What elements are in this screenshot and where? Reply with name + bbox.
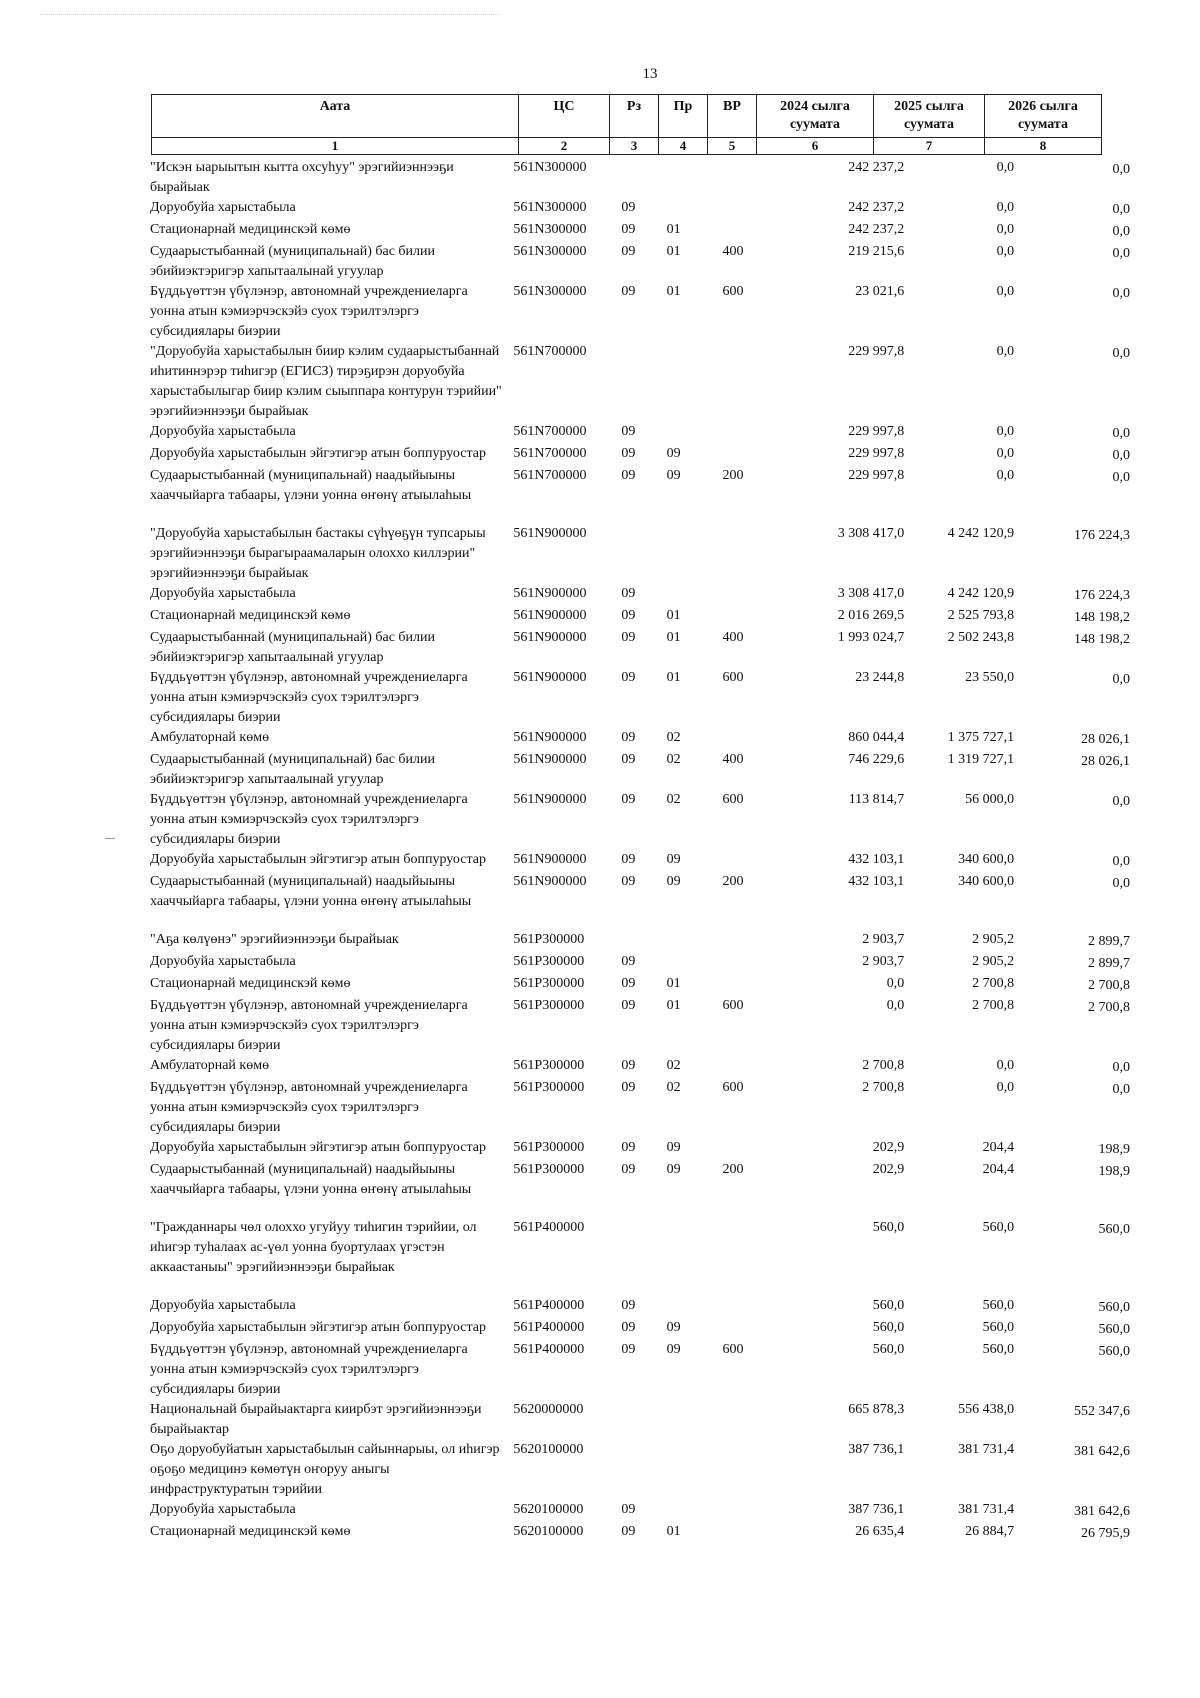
row-value-2024: 0,0 — [886, 976, 905, 991]
row-pr: 02 — [666, 752, 681, 767]
row-value-2026: 0,0 — [1112, 448, 1131, 463]
row-value-2024: 3 308 417,0 — [837, 586, 905, 601]
row-value-2024: 2 903,7 — [862, 932, 905, 947]
row-vr: 600 — [722, 1342, 744, 1357]
row-pr: 01 — [666, 608, 681, 623]
page-number: 13 — [642, 66, 658, 82]
row-name: Судаарыстыбаннай (муниципальнай) бас билии эбийиэктэригэр хапытаалынай угуулар — [150, 752, 436, 787]
row-rz: 09 — [621, 998, 636, 1013]
row-value-2024: 113 814,7 — [848, 792, 905, 807]
row-name: Бүддьүөттэн үбүлэнэр, автономнай учреждениеларга уонна атын кэмиэрчэскэйэ суох тэрилтэлэргэ субсидиялары биэрии — [150, 284, 468, 339]
row-rz: 09 — [621, 1140, 636, 1155]
row-cs: 561N700000 — [513, 446, 587, 461]
row-name: Национальнай бырайыактарга киирбэт эрэгийиэннээҕи бырайыактар — [150, 1402, 482, 1437]
row-value-2026: 0,0 — [1112, 224, 1131, 239]
header-num-2: 2 — [518, 137, 610, 155]
table-row — [150, 996, 1130, 1056]
row-cs: 561N300000 — [513, 244, 587, 259]
row-value-2024: 202,9 — [872, 1140, 905, 1155]
row-value-2025: 1 319 727,1 — [947, 752, 1015, 767]
row-name: Стационарнай медицинскэй көмө — [150, 608, 351, 623]
row-value-2025: 340 600,0 — [958, 874, 1015, 889]
row-value-2025: 0,0 — [996, 424, 1015, 439]
table-row — [150, 974, 1130, 996]
row-cs: 561N700000 — [513, 468, 587, 483]
row-value-2026: 0,0 — [1112, 854, 1131, 869]
header-2024: 2024 сылга суумата — [756, 94, 874, 138]
row-value-2024: 202,9 — [872, 1162, 905, 1177]
row-value-2025: 0,0 — [996, 446, 1015, 461]
row-value-2026: 148 198,2 — [1074, 632, 1131, 647]
row-value-2025: 2 905,2 — [972, 932, 1015, 947]
table-row — [150, 242, 1130, 282]
row-rz: 09 — [621, 792, 636, 807]
row-name: Доруобуйа харыстабылын эйгэтигэр атын боппуруостар — [150, 1140, 486, 1155]
row-name: Доруобуйа харыстабылын эйгэтигэр атын боппуруостар — [150, 446, 486, 461]
row-name: Доруобуйа харыстабыла — [150, 424, 296, 439]
row-value-2024: 860 044,4 — [848, 730, 905, 745]
table-row — [150, 466, 1130, 506]
row-value-2026: 0,0 — [1112, 672, 1131, 687]
row-value-2026: 28 026,1 — [1081, 754, 1131, 769]
row-value-2026: 0,0 — [1112, 1082, 1131, 1097]
row-value-2026: 176 224,3 — [1074, 588, 1131, 603]
row-value-2024: 387 736,1 — [848, 1442, 905, 1457]
row-value-2026: 2 700,8 — [1088, 978, 1131, 993]
row-rz: 09 — [621, 874, 636, 889]
row-value-2026: 0,0 — [1112, 286, 1131, 301]
row-value-2025: 0,0 — [996, 200, 1015, 215]
row-value-2026: 2 700,8 — [1088, 1000, 1131, 1015]
row-value-2026: 148 198,2 — [1074, 610, 1131, 625]
row-name: Доруобуйа харыстабыла — [150, 1502, 296, 1517]
header-cs: ЦС — [518, 94, 610, 138]
row-name: Стационарнай медицинскэй көмө — [150, 1524, 351, 1539]
row-value-2024: 242 237,2 — [848, 200, 905, 215]
row-value-2025: 1 375 727,1 — [947, 730, 1015, 745]
row-rz: 09 — [621, 586, 636, 601]
header-pr: Пр — [658, 94, 708, 138]
row-name: Оҕо доруобуйатын харыстабылын сайыннарыы, ол иһигэр оҕоҕо медицинэ көмөтүн оҥоруу аныгы инфраструктуратын тэрийии — [150, 1442, 500, 1497]
table-row — [150, 1138, 1130, 1160]
row-rz: 09 — [621, 976, 636, 991]
row-cs: 5620100000 — [513, 1524, 584, 1539]
row-value-2025: 560,0 — [982, 1320, 1015, 1335]
row-value-2026: 2 899,7 — [1088, 956, 1131, 971]
row-pr: 09 — [666, 852, 681, 867]
row-cs: 561N300000 — [513, 284, 587, 299]
row-value-2025: 560,0 — [982, 1220, 1015, 1235]
row-rz: 09 — [621, 630, 636, 645]
row-pr: 02 — [666, 730, 681, 745]
row-value-2024: 2 700,8 — [862, 1080, 905, 1095]
row-name: Судаарыстыбаннай (муниципальнай) наадыйыыны хааччыйарга табаары, үлэни уонна өҥөнү атыылаһыы — [150, 468, 472, 503]
table-header — [152, 95, 1102, 155]
row-name: Судаарыстыбаннай (муниципальнай) бас билии эбийиэктэригэр хапытаалынай угуулар — [150, 630, 436, 665]
row-cs: 561N900000 — [513, 526, 587, 541]
row-pr: 01 — [666, 670, 681, 685]
table-row — [150, 1056, 1130, 1078]
row-value-2025: 2 700,8 — [972, 998, 1015, 1013]
row-vr: 600 — [722, 792, 744, 807]
row-pr: 02 — [666, 1058, 681, 1073]
row-pr: 02 — [666, 1080, 681, 1095]
table-row — [150, 850, 1130, 872]
table-row — [150, 1522, 1130, 1544]
row-cs: 561N900000 — [513, 730, 587, 745]
row-value-2024: 242 237,2 — [848, 222, 905, 237]
table-row — [150, 790, 1130, 850]
row-rz: 09 — [621, 1080, 636, 1095]
row-cs: 561P400000 — [513, 1298, 585, 1313]
row-pr: 09 — [666, 446, 681, 461]
row-name: Доруобуйа харыстабылын эйгэтигэр атын боппуруостар — [150, 852, 486, 867]
row-rz: 09 — [621, 244, 636, 259]
row-value-2026: 0,0 — [1112, 162, 1131, 177]
table-row — [150, 524, 1130, 584]
row-cs: 5620100000 — [513, 1502, 584, 1517]
table-row — [150, 282, 1130, 342]
row-vr: 400 — [722, 244, 744, 259]
row-rz: 09 — [621, 424, 636, 439]
table-row — [150, 952, 1130, 974]
row-pr: 01 — [666, 976, 681, 991]
table-row — [150, 342, 1130, 422]
row-value-2025: 0,0 — [996, 344, 1015, 359]
row-value-2025: 381 731,4 — [958, 1442, 1015, 1457]
row-cs: 561N700000 — [513, 424, 587, 439]
row-value-2025: 0,0 — [996, 1080, 1015, 1095]
row-value-2025: 340 600,0 — [958, 852, 1015, 867]
row-value-2025: 560,0 — [982, 1342, 1015, 1357]
row-cs: 5620000000 — [513, 1402, 584, 1417]
row-value-2024: 1 993 024,7 — [837, 630, 905, 645]
row-rz: 09 — [621, 1162, 636, 1177]
row-vr: 200 — [722, 874, 744, 889]
row-value-2026: 0,0 — [1112, 246, 1131, 261]
row-vr: 600 — [722, 284, 744, 299]
row-vr: 400 — [722, 630, 744, 645]
row-cs: 561N900000 — [513, 608, 587, 623]
row-value-2025: 0,0 — [996, 244, 1015, 259]
table-row — [150, 422, 1130, 444]
row-value-2025: 2 905,2 — [972, 954, 1015, 969]
row-pr: 09 — [666, 1140, 681, 1155]
row-name: "Доруобуйа харыстабылын биир кэлим судаарыстыбаннай иһитиннэрэр тиһигэр (ЕГИСЗ) тирэҕирэн доруобуйа харыстабылыгар биир кэлим сыыппара контурун тэрийии" эрэгийиэннээҕи бырайыак — [150, 344, 502, 419]
row-cs: 561P300000 — [513, 954, 585, 969]
row-rz: 09 — [621, 468, 636, 483]
row-value-2024: 2 700,8 — [862, 1058, 905, 1073]
row-value-2024: 229 997,8 — [848, 424, 905, 439]
row-name: Доруобуйа харыстабылын эйгэтигэр атын боппуруостар — [150, 1320, 486, 1335]
header-num-7: 7 — [873, 137, 985, 155]
row-rz: 09 — [621, 1298, 636, 1313]
row-value-2026: 0,0 — [1112, 346, 1131, 361]
row-vr: 600 — [722, 998, 744, 1013]
row-vr: 200 — [722, 1162, 744, 1177]
table-row — [150, 1218, 1130, 1278]
row-value-2026: 0,0 — [1112, 876, 1131, 891]
scan-noise — [40, 14, 500, 21]
row-cs: 561P300000 — [513, 1140, 585, 1155]
row-value-2024: 23 244,8 — [855, 670, 905, 685]
row-pr: 01 — [666, 222, 681, 237]
row-value-2026: 552 347,6 — [1074, 1404, 1131, 1419]
row-rz: 09 — [621, 1342, 636, 1357]
header-num-1: 1 — [151, 137, 519, 155]
row-cs: 561N900000 — [513, 792, 587, 807]
row-value-2025: 4 242 120,9 — [947, 586, 1015, 601]
row-rz: 09 — [621, 284, 636, 299]
table-row — [150, 198, 1130, 220]
row-name: Амбулаторнай көмө — [150, 730, 270, 745]
row-name: "Гражданнары чөл олоххо угуйуу тиһигин тэрийии, ол иһигэр туһалаах ас-үөл уонна буортулаах үгэстэн аккаастаныы" эрэгийиэннээҕи бырайыак — [150, 1220, 477, 1275]
row-value-2025: 26 884,7 — [965, 1524, 1015, 1539]
row-value-2026: 0,0 — [1112, 470, 1131, 485]
row-name: Стационарнай медицинскэй көмө — [150, 222, 351, 237]
row-value-2024: 560,0 — [872, 1298, 905, 1313]
row-value-2025: 56 000,0 — [965, 792, 1015, 807]
row-name: "Доруобуйа харыстабылын бастакы сүһүөҕүн тупсарыы эрэгийиэннээҕи бырагыраамаларын олоххо киллэрии" эрэгийиэннээҕи бырайыак — [150, 526, 486, 581]
row-value-2024: 560,0 — [872, 1342, 905, 1357]
header-num-4: 4 — [658, 137, 708, 155]
row-cs: 561P300000 — [513, 1162, 585, 1177]
row-value-2026: 176 224,3 — [1074, 528, 1131, 543]
row-rz: 09 — [621, 1320, 636, 1335]
row-pr: 01 — [666, 998, 681, 1013]
row-rz: 09 — [621, 222, 636, 237]
row-rz: 09 — [621, 446, 636, 461]
row-name: Амбулаторнай көмө — [150, 1058, 270, 1073]
row-value-2026: 198,9 — [1098, 1142, 1131, 1157]
row-value-2026: 560,0 — [1098, 1344, 1131, 1359]
row-value-2024: 2 903,7 — [862, 954, 905, 969]
row-cs: 561N300000 — [513, 160, 587, 175]
row-name: Бүддьүөттэн үбүлэнэр, автономнай учреждениеларга уонна атын кэмиэрчэскэйэ суох тэрилтэлэргэ субсидиялары биэрии — [150, 1342, 468, 1397]
header-2026: 2026 сылга суумата — [984, 94, 1102, 138]
row-name: "Искэн ыарыытын кытта охсуһуу" эрэгийиэннээҕи бырайыак — [150, 160, 454, 195]
row-name: Доруобуйа харыстабыла — [150, 1298, 296, 1313]
table-row — [150, 1340, 1130, 1400]
row-rz: 09 — [621, 1058, 636, 1073]
row-cs: 561N900000 — [513, 670, 587, 685]
header-num-3: 3 — [609, 137, 659, 155]
row-vr: 400 — [722, 752, 744, 767]
row-value-2026: 560,0 — [1098, 1300, 1131, 1315]
row-value-2024: 242 237,2 — [848, 160, 905, 175]
row-value-2025: 0,0 — [996, 222, 1015, 237]
row-cs: 561P300000 — [513, 1080, 585, 1095]
header-2025: 2025 сылга суумата — [873, 94, 985, 138]
row-name: Доруобуйа харыстабыла — [150, 586, 296, 601]
row-value-2025: 0,0 — [996, 160, 1015, 175]
row-value-2025: 556 438,0 — [958, 1402, 1015, 1417]
row-pr: 09 — [666, 1320, 681, 1335]
row-value-2026: 198,9 — [1098, 1164, 1131, 1179]
table-row — [150, 444, 1130, 466]
row-cs: 561N300000 — [513, 222, 587, 237]
header-num-6: 6 — [756, 137, 874, 155]
row-pr: 01 — [666, 244, 681, 259]
row-value-2026: 0,0 — [1112, 202, 1131, 217]
row-value-2026: 381 642,6 — [1074, 1444, 1131, 1459]
row-value-2024: 665 878,3 — [848, 1402, 905, 1417]
row-value-2024: 560,0 — [872, 1320, 905, 1335]
row-cs: 561N900000 — [513, 874, 587, 889]
row-cs: 561N700000 — [513, 344, 587, 359]
row-cs: 561N900000 — [513, 630, 587, 645]
header-vr: ВР — [707, 94, 757, 138]
row-value-2024: 229 997,8 — [848, 446, 905, 461]
row-cs: 561P300000 — [513, 976, 585, 991]
row-value-2026: 0,0 — [1112, 426, 1131, 441]
row-cs: 561P400000 — [513, 1320, 585, 1335]
margin-mark — [105, 838, 115, 839]
table-body — [150, 158, 1130, 1544]
table-row — [150, 1500, 1130, 1522]
table-row — [150, 1160, 1130, 1200]
row-value-2025: 204,4 — [982, 1162, 1015, 1177]
row-rz: 09 — [621, 752, 636, 767]
row-cs: 561P300000 — [513, 1058, 585, 1073]
row-name: Доруобуйа харыстабыла — [150, 200, 296, 215]
row-cs: 561N900000 — [513, 586, 587, 601]
row-value-2024: 219 215,6 — [848, 244, 905, 259]
table-row — [150, 606, 1130, 628]
row-value-2024: 26 635,4 — [855, 1524, 905, 1539]
table-row — [150, 930, 1130, 952]
row-vr: 600 — [722, 670, 744, 685]
row-rz: 09 — [621, 1524, 636, 1539]
row-rz: 09 — [621, 730, 636, 745]
row-cs: 5620100000 — [513, 1442, 584, 1457]
row-value-2026: 381 642,6 — [1074, 1504, 1131, 1519]
row-name: Судаарыстыбаннай (муниципальнай) наадыйыыны хааччыйарга табаары, үлэни уонна өҥөнү атыылаһыы — [150, 874, 472, 909]
table-row — [150, 220, 1130, 242]
row-pr: 01 — [666, 630, 681, 645]
row-cs: 561P400000 — [513, 1342, 585, 1357]
table-row — [150, 158, 1130, 198]
header-rz: Рз — [609, 94, 659, 138]
row-name: Судаарыстыбаннай (муниципальнай) наадыйыыны хааччыйарга табаары, үлэни уонна өҥөнү атыылаһыы — [150, 1162, 472, 1197]
row-value-2026: 0,0 — [1112, 1060, 1131, 1075]
row-vr: 200 — [722, 468, 744, 483]
row-name: Бүддьүөттэн үбүлэнэр, автономнай учреждениеларга уонна атын кэмиэрчэскэйэ суох тэрилтэлэргэ субсидиялары биэрии — [150, 670, 468, 725]
table-row — [150, 628, 1130, 668]
row-value-2025: 204,4 — [982, 1140, 1015, 1155]
row-rz: 09 — [621, 670, 636, 685]
row-pr: 02 — [666, 792, 681, 807]
table-row — [150, 1318, 1130, 1340]
row-value-2025: 23 550,0 — [965, 670, 1015, 685]
row-value-2025: 0,0 — [996, 468, 1015, 483]
row-rz: 09 — [621, 1502, 636, 1517]
row-name: Бүддьүөттэн үбүлэнэр, автономнай учреждениеларга уонна атын кэмиэрчэскэйэ суох тэрилтэлэргэ субсидиялары биэрии — [150, 792, 468, 847]
table-row — [150, 584, 1130, 606]
row-value-2026: 2 899,7 — [1088, 934, 1131, 949]
table-row — [150, 1440, 1130, 1500]
row-pr: 01 — [666, 284, 681, 299]
row-value-2026: 560,0 — [1098, 1322, 1131, 1337]
row-value-2024: 3 308 417,0 — [837, 526, 905, 541]
row-rz: 09 — [621, 200, 636, 215]
row-value-2024: 387 736,1 — [848, 1502, 905, 1517]
row-value-2026: 0,0 — [1112, 794, 1131, 809]
header-num-8: 8 — [984, 137, 1102, 155]
row-rz: 09 — [621, 852, 636, 867]
row-value-2024: 560,0 — [872, 1220, 905, 1235]
row-pr: 09 — [666, 468, 681, 483]
header-num-5: 5 — [707, 137, 757, 155]
row-pr: 09 — [666, 1162, 681, 1177]
row-value-2024: 229 997,8 — [848, 344, 905, 359]
row-rz: 09 — [621, 608, 636, 623]
row-cs: 561P300000 — [513, 998, 585, 1013]
row-value-2025: 2 525 793,8 — [947, 608, 1015, 623]
table-row — [150, 750, 1130, 790]
row-pr: 09 — [666, 1342, 681, 1357]
row-value-2024: 432 103,1 — [848, 874, 905, 889]
row-value-2024: 229 997,8 — [848, 468, 905, 483]
row-value-2024: 746 229,6 — [848, 752, 905, 767]
row-name: Доруобуйа харыстабыла — [150, 954, 296, 969]
row-value-2024: 23 021,6 — [855, 284, 905, 299]
row-cs: 561P400000 — [513, 1220, 585, 1235]
row-value-2025: 381 731,4 — [958, 1502, 1015, 1517]
row-value-2026: 560,0 — [1098, 1222, 1131, 1237]
row-value-2024: 432 103,1 — [848, 852, 905, 867]
header-name: Аата — [151, 94, 519, 138]
row-value-2024: 0,0 — [886, 998, 905, 1013]
row-value-2025: 0,0 — [996, 284, 1015, 299]
row-value-2025: 560,0 — [982, 1298, 1015, 1313]
table-row — [150, 872, 1130, 912]
row-vr: 600 — [722, 1080, 744, 1095]
table-row — [150, 1296, 1130, 1318]
row-name: Стационарнай медицинскэй көмө — [150, 976, 351, 991]
row-cs: 561N900000 — [513, 752, 587, 767]
row-pr: 09 — [666, 874, 681, 889]
row-pr: 01 — [666, 1524, 681, 1539]
row-cs: 561N300000 — [513, 200, 587, 215]
table-row — [150, 1078, 1130, 1138]
row-name: Бүддьүөттэн үбүлэнэр, автономнай учреждениеларга уонна атын кэмиэрчэскэйэ суох тэрилтэлэргэ субсидиялары биэрии — [150, 998, 468, 1053]
table-row — [150, 728, 1130, 750]
row-value-2026: 26 795,9 — [1081, 1526, 1131, 1541]
row-value-2025: 2 502 243,8 — [947, 630, 1015, 645]
row-name: Бүддьүөттэн үбүлэнэр, автономнай учреждениеларга уонна атын кэмиэрчэскэйэ суох тэрилтэлэргэ субсидиялары биэрии — [150, 1080, 468, 1135]
row-value-2025: 2 700,8 — [972, 976, 1015, 991]
row-cs: 561P300000 — [513, 932, 585, 947]
row-value-2024: 2 016 269,5 — [837, 608, 905, 623]
row-cs: 561N900000 — [513, 852, 587, 867]
row-value-2025: 4 242 120,9 — [947, 526, 1015, 541]
table-row — [150, 1400, 1130, 1440]
row-name: Судаарыстыбаннай (муниципальнай) бас билии эбийиэктэригэр хапытаалынай угуулар — [150, 244, 436, 279]
table-row — [150, 668, 1130, 728]
row-value-2026: 28 026,1 — [1081, 732, 1131, 747]
row-name: "Аҕа көлүөнэ" эрэгийиэннээҕи бырайыак — [150, 932, 399, 947]
row-value-2025: 0,0 — [996, 1058, 1015, 1073]
row-rz: 09 — [621, 954, 636, 969]
